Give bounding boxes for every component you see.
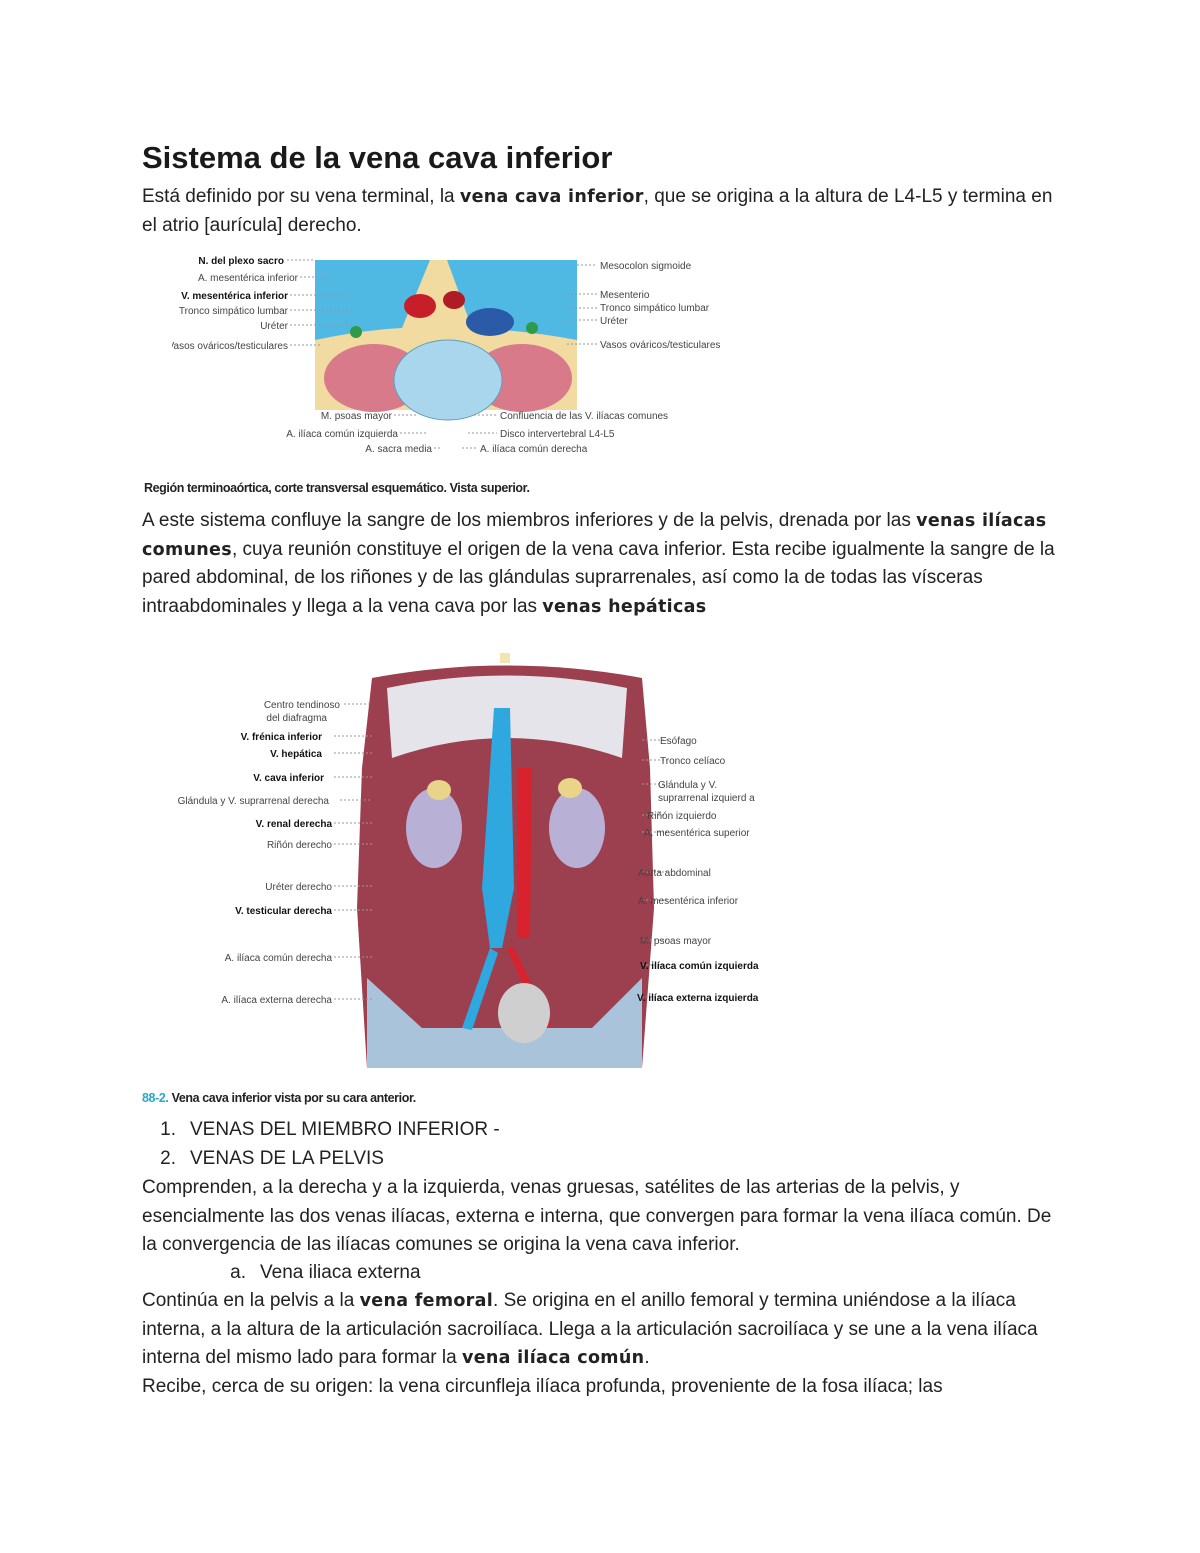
f2-label-iliaca-externa-der: A. ilíaca externa derecha <box>221 995 332 1006</box>
sternum-marker <box>500 653 510 663</box>
para2-text-2: , cuya reunión constituye el origen de la vena cava inferior. Esta recibe igualmente la sangre de la pared abdominal, de los riñones y de las glándulas suprarrenales, así como la de todas las vísceras intraabdominales y llega a la vena cava por las <box>142 538 1055 617</box>
list-number: 1. <box>160 1119 176 1140</box>
paragraph-external-iliac <box>142 1287 1067 1373</box>
f2-label-v-hepatica: V. hepática <box>270 749 322 760</box>
ureter-right <box>526 322 538 334</box>
list-item <box>142 1145 384 1173</box>
label-plexo-sacro: N. del plexo sacro <box>198 256 284 267</box>
label-ureter-r: Uréter <box>600 316 628 327</box>
f2-label-glandula-der: Glándula y V. suprarrenal derecha <box>177 796 329 807</box>
intervertebral-disc <box>394 340 502 420</box>
intro-paragraph <box>142 183 1067 240</box>
list-item <box>142 1116 500 1144</box>
sublist-item <box>212 1259 421 1287</box>
label-mesocolon: Mesocolon sigmoide <box>600 261 692 272</box>
para4-bold-femoral: vena femoral <box>359 1291 494 1311</box>
label-mesenterio: Mesenterio <box>600 290 650 301</box>
f2-label-ureter-der: Uréter derecho <box>265 882 332 893</box>
para2-bold-iliacas: venas ilíacas comunes <box>142 511 1047 560</box>
intro-text-2: , que se origina a la altura de L4-L5 y termina en el atrio [aurícula] derecho. <box>142 186 1053 236</box>
label-disco: Disco intervertebral L4-L5 <box>500 429 615 440</box>
label-iliaca-izq: A. ilíaca común izquierda <box>286 429 398 440</box>
label-iliaca-der: A. ilíaca común derecha <box>480 444 588 455</box>
sublist-letter: a. <box>230 1262 246 1283</box>
paragraph-confluence <box>142 507 1067 621</box>
f2-label-v-iliaca-externa-izq: V. ilíaca externa izquierda <box>637 993 759 1004</box>
adrenal-left <box>558 778 582 798</box>
f2-label-psoas: M. psoas mayor <box>640 936 712 947</box>
f2-label-v-iliaca-comun-izq: V. ilíaca común izquierda <box>640 961 759 972</box>
f2-label-mesenterica-inf: A. mesentérica inferior <box>638 896 739 907</box>
adrenal-right <box>427 780 451 800</box>
label-a-mesenterica-inf: A. mesentérica inferior <box>197 273 298 284</box>
para4-bold-iliaca-comun: vena ilíaca común <box>461 1348 645 1369</box>
f2-label-v-testicular: V. testicular derecha <box>235 906 332 917</box>
paragraph-tributaries: Recibe, cerca de su origen: la vena circunfleja ilíaca profunda, proveniente de la fosa ilíaca; las <box>142 1376 943 1397</box>
f2-label-diafragma: del diafragma <box>266 713 327 724</box>
cross-section-illustration <box>172 250 732 460</box>
list-number: 2. <box>160 1148 176 1169</box>
list-text: VENAS DEL MIEMBRO INFERIOR - <box>190 1119 500 1140</box>
sacrum <box>498 983 550 1043</box>
f2-label-esofago: Esófago <box>660 736 697 747</box>
figure-terminoaortic-section <box>172 250 732 460</box>
label-confluencia: Confluencia de las V. ilíacas comunes <box>500 411 669 422</box>
f2-label-glandula-izq: Glándula y V. <box>658 780 718 791</box>
label-sacra-media: A. sacra media <box>365 444 432 455</box>
f2-label-suprarrenal-izq: suprarrenal izquierd a <box>658 793 755 804</box>
para2-text-1: A este sistema confluye la sangre de los miembros inferiores y de la pelvis, drenada por las <box>142 510 917 531</box>
label-tronco-simpatico-r: Tronco simpático lumbar <box>600 303 710 314</box>
figure2-caption <box>142 1091 416 1105</box>
intro-bold-vena-cava: vena cava inferior <box>459 187 644 207</box>
label-v-mesenterica-inf: V. mesentérica inferior <box>181 291 288 302</box>
f2-label-iliaca-comun-der: A. ilíaca común derecha <box>224 953 332 964</box>
f2-label-v-renal: V. renal derecha <box>255 819 332 830</box>
abdomen-illustration <box>172 648 792 1088</box>
para4-text-3: . <box>644 1347 650 1369</box>
kidney-left <box>549 788 605 868</box>
label-psoas: M. psoas mayor <box>320 411 392 422</box>
f2-label-rinon-der: Riñón derecho <box>266 840 332 851</box>
intro-text-1: Está definido por su vena terminal, la <box>142 186 460 207</box>
para4-text-2: . Se origina en el anillo femoral y termina uniéndose a la ilíaca interna, a la altura de la articulación sacroilíaca. Llega a la articulación sacroilíaca y se une a la vena ilíaca interna del mismo lado para formar la <box>142 1290 1038 1369</box>
f2-label-aorta: Aorta abdominal <box>638 868 711 879</box>
para4-text-1: Continúa en la pelvis a la <box>142 1290 360 1311</box>
artery-left <box>404 294 436 318</box>
label-vasos-l: Vasos ováricos/testiculares <box>172 341 288 352</box>
f2-label-rinon-izq: Riñón izquierdo <box>647 811 717 822</box>
ureter-left <box>350 326 362 338</box>
f2-label-centro-tendinoso: Centro tendinoso <box>263 700 340 711</box>
label-ureter-l: Uréter <box>260 321 288 332</box>
label-vasos-r: Vasos ováricos/testiculares <box>600 340 721 351</box>
aorta <box>517 768 532 938</box>
confluence-veins <box>466 308 514 336</box>
figure1-caption: Región terminoaórtica, corte transversal esquemático. Vista superior. <box>144 481 530 495</box>
figure2-caption-text: Vena cava inferior vista por su cara anterior. <box>171 1091 416 1105</box>
f2-label-mesenterica-sup: A. mesentérica superior <box>644 828 750 839</box>
figure2-caption-number: 88-2. <box>142 1091 169 1105</box>
label-tronco-simpatico-l: Tronco simpático lumbar <box>178 306 288 317</box>
figure-vena-cava-anterior <box>172 648 792 1088</box>
kidney-right <box>406 788 462 868</box>
paragraph-pelvic-veins: Comprenden, a la derecha y a la izquierda, venas gruesas, satélites de las arterias de la pelvis, y esencialmente las dos venas ilíacas, externa e interna, que convergen para formar la vena ilíaca común. De la convergencia de las ilíacas comunes se origina la vena cava inferior. <box>142 1177 1052 1256</box>
f2-label-v-frenica: V. frénica inferior <box>240 732 322 743</box>
page-title: Sistema de la vena cava inferior <box>142 140 613 175</box>
f2-label-v-cava: V. cava inferior <box>253 773 324 784</box>
para2-bold-hepaticas: venas hepáticas <box>542 596 707 617</box>
f2-label-tronco-celiaco: Tronco celíaco <box>660 756 726 767</box>
sublist-text: Vena iliaca externa <box>260 1262 421 1283</box>
list-text: VENAS DE LA PELVIS <box>190 1148 384 1169</box>
artery-middle <box>443 291 465 309</box>
